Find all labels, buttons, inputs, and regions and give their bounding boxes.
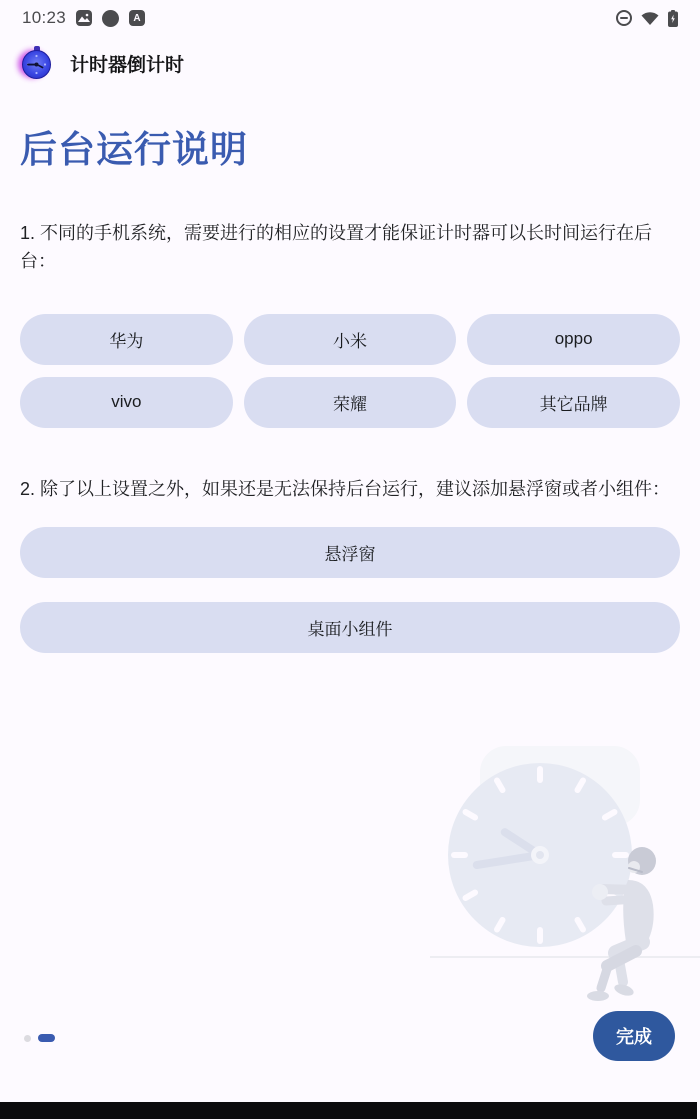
brand-button-honor[interactable]: 荣耀 — [244, 377, 457, 428]
done-button[interactable]: 完成 — [593, 1011, 675, 1061]
floating-window-button[interactable]: 悬浮窗 — [20, 527, 680, 578]
page-heading: 后台运行说明 — [20, 129, 248, 170]
brand-button-huawei[interactable]: 华为 — [20, 314, 233, 365]
do-not-disturb-icon — [616, 10, 632, 26]
brand-button-vivo[interactable]: vivo — [20, 377, 233, 428]
footer — [0, 1005, 700, 1075]
instruction-paragraph-2: 2. 除了以上设置之外，如果还是无法保持后台运行，建议添加悬浮窗或者小组件： — [20, 478, 671, 499]
main-content — [0, 126, 700, 653]
letter-a-notification-icon: A — [129, 10, 145, 26]
page-dot-1 — [24, 1035, 31, 1042]
app-bar — [0, 34, 700, 88]
page-dot-2-active — [38, 1034, 55, 1042]
brand-button-xiaomi[interactable]: 小米 — [244, 314, 457, 365]
gesture-nav-bar[interactable] — [0, 1102, 697, 1119]
photo-notification-icon — [76, 10, 92, 26]
brand-button-other[interactable]: 其它品牌 — [467, 377, 680, 428]
battery-charging-icon — [668, 10, 678, 27]
status-time: 10:23 — [22, 8, 67, 27]
brand-button-grid — [20, 314, 680, 428]
wifi-icon — [641, 11, 659, 26]
app-title: 计时器倒计时 — [70, 54, 185, 76]
instruction-paragraph-1: 1. 不同的手机系统，需要进行的相应的设置才能保证计时器可以长时间运行在后台： — [20, 223, 653, 271]
page-indicator — [24, 1034, 55, 1042]
stopwatch-app-icon — [20, 46, 54, 80]
desktop-widget-button[interactable]: 桌面小组件 — [20, 602, 680, 653]
status-bar — [0, 0, 700, 34]
brand-button-oppo[interactable]: oppo — [467, 314, 680, 365]
clock-person-illustration — [430, 740, 700, 1020]
circle-notification-icon — [102, 10, 119, 27]
